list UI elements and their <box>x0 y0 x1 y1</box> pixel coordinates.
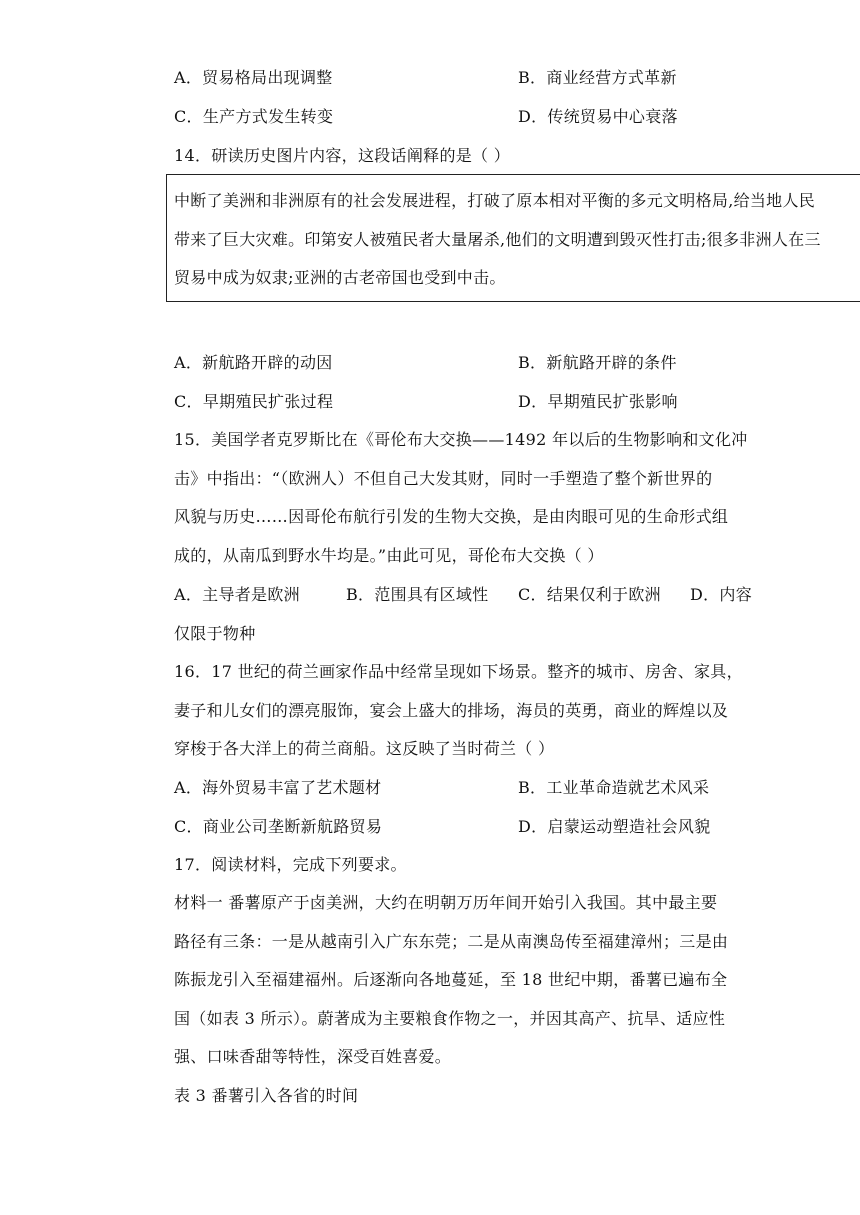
q14-quote-line-3: 贸易中成为奴隶;亚洲的古老帝国也受到中击。 <box>174 268 506 287</box>
q15-option-d: D．内容 <box>690 585 753 604</box>
q17-material-line-1: 材料一 番薯原产于卤美洲，大约在明朝万历年间开始引入我国。其中最主要 <box>174 893 718 912</box>
q13-option-b: B．商业经营方式革新 <box>518 68 677 87</box>
q15-option-b: B．范围具有区域性 <box>346 585 489 604</box>
q13-option-c: C．生产方式发生转变 <box>174 107 334 126</box>
q17-material-line-2: 路径有三条：一是从越南引入广东东莞；二是从南澳岛传至福建漳州；三是由 <box>174 932 729 951</box>
q17-material-line-3: 陈振龙引入至福建福州。后逐渐向各地蔓延，至 18 世纪中期，番薯已遍布全 <box>174 970 728 989</box>
q16-option-a: A．海外贸易丰富了艺术题材 <box>174 778 382 797</box>
q15-line-3: 风貌与历史……因哥伦布航行引发的生物大交换，是由肉眼可见的生命形式组 <box>174 507 729 526</box>
q14-quote-line-1: 中断了美洲和非洲原有的社会发展进程，打破了原本相对平衡的多元文明格局,给当地人民 <box>174 191 816 210</box>
q17-table-caption: 表 3 番薯引入各省的时间 <box>174 1086 359 1105</box>
q16-line-3: 穿梭于各大洋上的荷兰商船。这反映了当时荷兰（ ） <box>174 739 555 758</box>
q14-quote-line-2: 带来了巨大灾难。印第安人被殖民者大量屠杀,他们的文明遭到毁灭性打击;很多非洲人在三 <box>174 230 821 249</box>
q14-option-a: A．新航路开辟的动因 <box>174 353 333 372</box>
q13-option-d: D．传统贸易中心衰落 <box>518 107 678 126</box>
q14-stem: 14．研读历史图片内容，这段话阐释的是（ ） <box>174 146 511 165</box>
q13-option-a: A．贸易格局出现调整 <box>174 68 333 87</box>
q15-line-2: 击》中指出：“（欧洲人）不但自己大发其财，同时一手塑造了整个新世界的 <box>174 469 713 488</box>
q15-option-a: A．主导者是欧洲 <box>174 585 300 604</box>
q16-option-c: C．商业公司垄断新航路贸易 <box>174 817 383 836</box>
q16-line-1: 16．17 世纪的荷兰画家作品中经常呈现如下场景。整齐的城市、房舍、家具， <box>174 662 743 681</box>
q14-option-d: D．早期殖民扩张影响 <box>518 392 678 411</box>
q16-line-2: 妻子和儿女们的漂亮服饰，宴会上盛大的排场，海员的英勇，商业的辉煌以及 <box>174 701 729 720</box>
q15-line-4: 成的，从南瓜到野水牛均是。”由此可见，哥伦布大交换（ ） <box>174 546 604 565</box>
q15-option-d-continued: 仅限于物种 <box>174 624 256 643</box>
q17-material-line-5: 强、口味香甜等特性，深受百姓喜爱。 <box>174 1047 452 1066</box>
q15-option-c: C．结果仅利于欧洲 <box>518 585 661 604</box>
q17-material-line-4: 国（如表 3 所示）。蔚著成为主要粮食作物之一，并因其高产、抗旱、适应性 <box>174 1009 726 1028</box>
q16-option-b: B．工业革命造就艺术风采 <box>518 778 710 797</box>
q14-option-b: B．新航路开辟的条件 <box>518 353 677 372</box>
q17-stem: 17．阅读材料，完成下列要求。 <box>174 855 407 874</box>
q14-option-c: C．早期殖民扩张过程 <box>174 392 334 411</box>
q15-line-1: 15．美国学者克罗斯比在《哥伦布大交换——1492 年以后的生物影响和文化冲 <box>174 430 748 449</box>
q16-option-d: D．启蒙运动塑造社会风貌 <box>518 817 711 836</box>
